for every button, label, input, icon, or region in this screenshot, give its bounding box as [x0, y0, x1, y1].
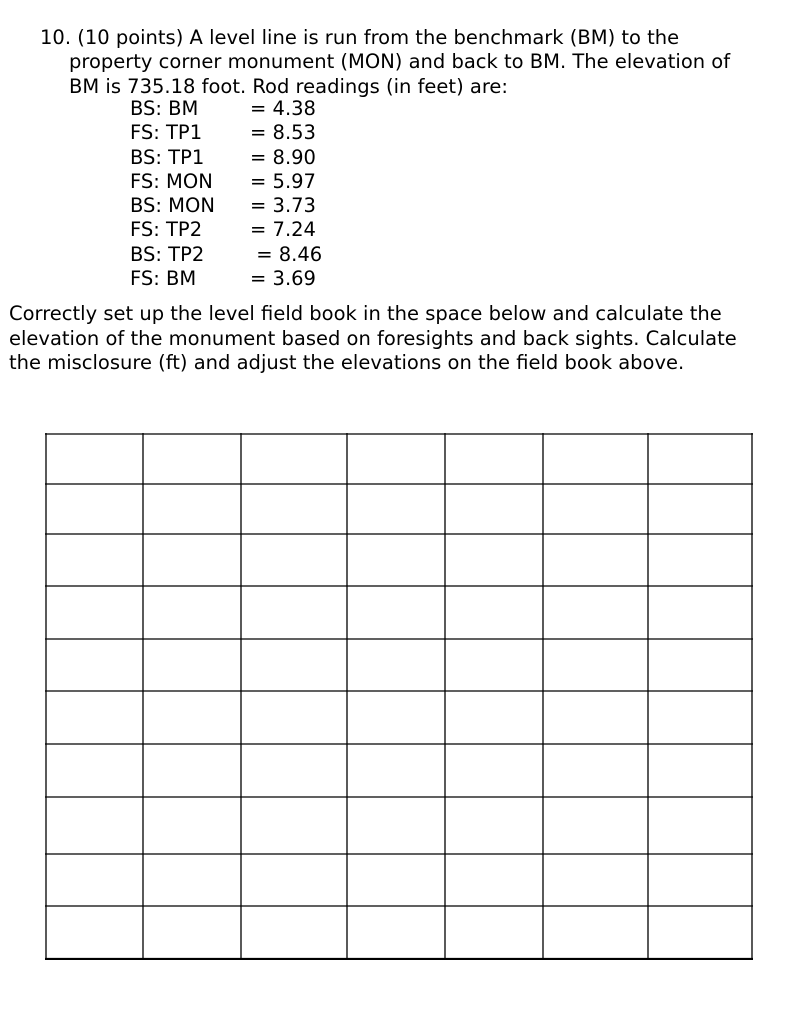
reading-label: BS: TP2 [130, 242, 205, 266]
field-book-cell[interactable] [347, 639, 445, 691]
field-book-cell[interactable] [241, 534, 347, 586]
field-book-cell[interactable] [347, 691, 445, 744]
field-book-cell[interactable] [543, 797, 648, 854]
reading-row [130, 146, 322, 170]
reading-row [130, 121, 322, 145]
reading-label: FS: BM [130, 267, 197, 291]
field-book-cell[interactable] [543, 691, 648, 744]
field-book-cell[interactable] [445, 534, 543, 586]
instructions-text [9, 302, 799, 376]
instructions-line: Correctly set up the level field book in the space below and calculate the [9, 302, 722, 325]
question-text [40, 26, 780, 99]
field-book-cell[interactable] [543, 586, 648, 639]
field-book-cell[interactable] [543, 854, 648, 906]
reading-label: BS: TP1 [130, 145, 205, 169]
field-book-cell[interactable] [543, 534, 648, 586]
field-book-cell[interactable] [648, 744, 752, 797]
reading-label: FS: MON [130, 169, 213, 193]
field-book-cell[interactable] [445, 586, 543, 639]
field-book-cell[interactable] [46, 484, 143, 534]
field-book-cell[interactable] [46, 854, 143, 906]
field-book-cell[interactable] [46, 797, 143, 854]
reading-row [130, 170, 322, 194]
field-book-cell[interactable] [241, 484, 347, 534]
field-book-cell[interactable] [347, 854, 445, 906]
field-book-cell[interactable] [347, 744, 445, 797]
field-book-cell[interactable] [347, 586, 445, 639]
field-book-cell[interactable] [648, 534, 752, 586]
question-line: BM is 735.18 foot. Rod readings (in feet) are: [69, 74, 508, 98]
field-book-cell[interactable] [241, 906, 347, 959]
field-book-cell[interactable] [347, 906, 445, 959]
reading-value: = 5.97 [250, 169, 316, 193]
field-book-cell[interactable] [648, 691, 752, 744]
field-book-cell[interactable] [46, 534, 143, 586]
field-book-cell[interactable] [143, 744, 241, 797]
field-book-table [45, 433, 753, 960]
field-book-cell[interactable] [143, 854, 241, 906]
field-book-cell[interactable] [143, 534, 241, 586]
field-book-cell[interactable] [648, 586, 752, 639]
field-book-cell[interactable] [543, 484, 648, 534]
reading-row [130, 243, 322, 267]
field-book-cell[interactable] [543, 906, 648, 959]
field-book-cell[interactable] [648, 639, 752, 691]
reading-label: BS: BM [130, 97, 199, 120]
reading-label: FS: TP1 [130, 121, 203, 145]
reading-value: = 3.73 [250, 194, 316, 218]
reading-value: = 4.38 [250, 97, 316, 120]
field-book-cell[interactable] [648, 797, 752, 854]
field-book-cell[interactable] [46, 639, 143, 691]
reading-row [130, 97, 322, 121]
field-book-cell[interactable] [445, 797, 543, 854]
field-book-cell[interactable] [143, 797, 241, 854]
reading-value: = 8.90 [250, 145, 316, 169]
field-book-cell[interactable] [445, 906, 543, 959]
field-book-cell[interactable] [347, 797, 445, 854]
field-book-cell[interactable] [143, 484, 241, 534]
reading-value: = 8.53 [250, 121, 316, 145]
field-book-cell[interactable] [347, 484, 445, 534]
rod-readings-list [130, 97, 322, 291]
field-book-cell[interactable] [241, 744, 347, 797]
field-book-cell[interactable] [241, 586, 347, 639]
field-book-cell[interactable] [241, 434, 347, 484]
field-book-cell[interactable] [347, 534, 445, 586]
reading-value: = 8.46 [250, 242, 323, 266]
field-book-cell[interactable] [143, 434, 241, 484]
field-book-cell[interactable] [445, 691, 543, 744]
field-book-cell[interactable] [143, 691, 241, 744]
field-book-cell[interactable] [143, 906, 241, 959]
field-book-cell[interactable] [143, 639, 241, 691]
field-book-cell[interactable] [648, 906, 752, 959]
field-book-cell[interactable] [445, 854, 543, 906]
field-book-cell[interactable] [648, 434, 752, 484]
reading-value: = 7.24 [250, 218, 316, 242]
reading-row [130, 267, 322, 291]
instructions-line: elevation of the monument based on foresights and back sights. Calculate [9, 326, 737, 350]
field-book-cell[interactable] [241, 691, 347, 744]
field-book-cell[interactable] [46, 586, 143, 639]
reading-value: = 3.69 [250, 267, 316, 291]
field-book-cell[interactable] [241, 639, 347, 691]
field-book-cell[interactable] [241, 797, 347, 854]
field-book-cell[interactable] [445, 484, 543, 534]
field-book-cell[interactable] [445, 639, 543, 691]
field-book-cell[interactable] [347, 434, 445, 484]
field-book-cell[interactable] [648, 484, 752, 534]
field-book-cell[interactable] [46, 691, 143, 744]
field-book-cell[interactable] [445, 434, 543, 484]
reading-label: FS: TP2 [130, 218, 203, 242]
question-line: property corner monument (MON) and back to BM. The elevation of [69, 50, 731, 74]
field-book-cell[interactable] [143, 586, 241, 639]
question-line: 10. (10 points) A level line is run from the benchmark (BM) to the [40, 26, 680, 49]
reading-label: BS: MON [130, 194, 215, 218]
reading-row [130, 194, 322, 218]
field-book-cell[interactable] [648, 854, 752, 906]
reading-row [130, 218, 322, 242]
field-book-cell[interactable] [46, 434, 143, 484]
field-book-cell[interactable] [241, 854, 347, 906]
field-book-cell[interactable] [543, 744, 648, 797]
field-book-cell[interactable] [543, 434, 648, 484]
field-book-cell[interactable] [46, 744, 143, 797]
field-book-cell[interactable] [46, 906, 143, 959]
field-book-cell[interactable] [445, 744, 543, 797]
instructions-line: the misclosure (ft) and adjust the elevations on the field book above. [9, 351, 685, 374]
field-book-cell[interactable] [543, 639, 648, 691]
